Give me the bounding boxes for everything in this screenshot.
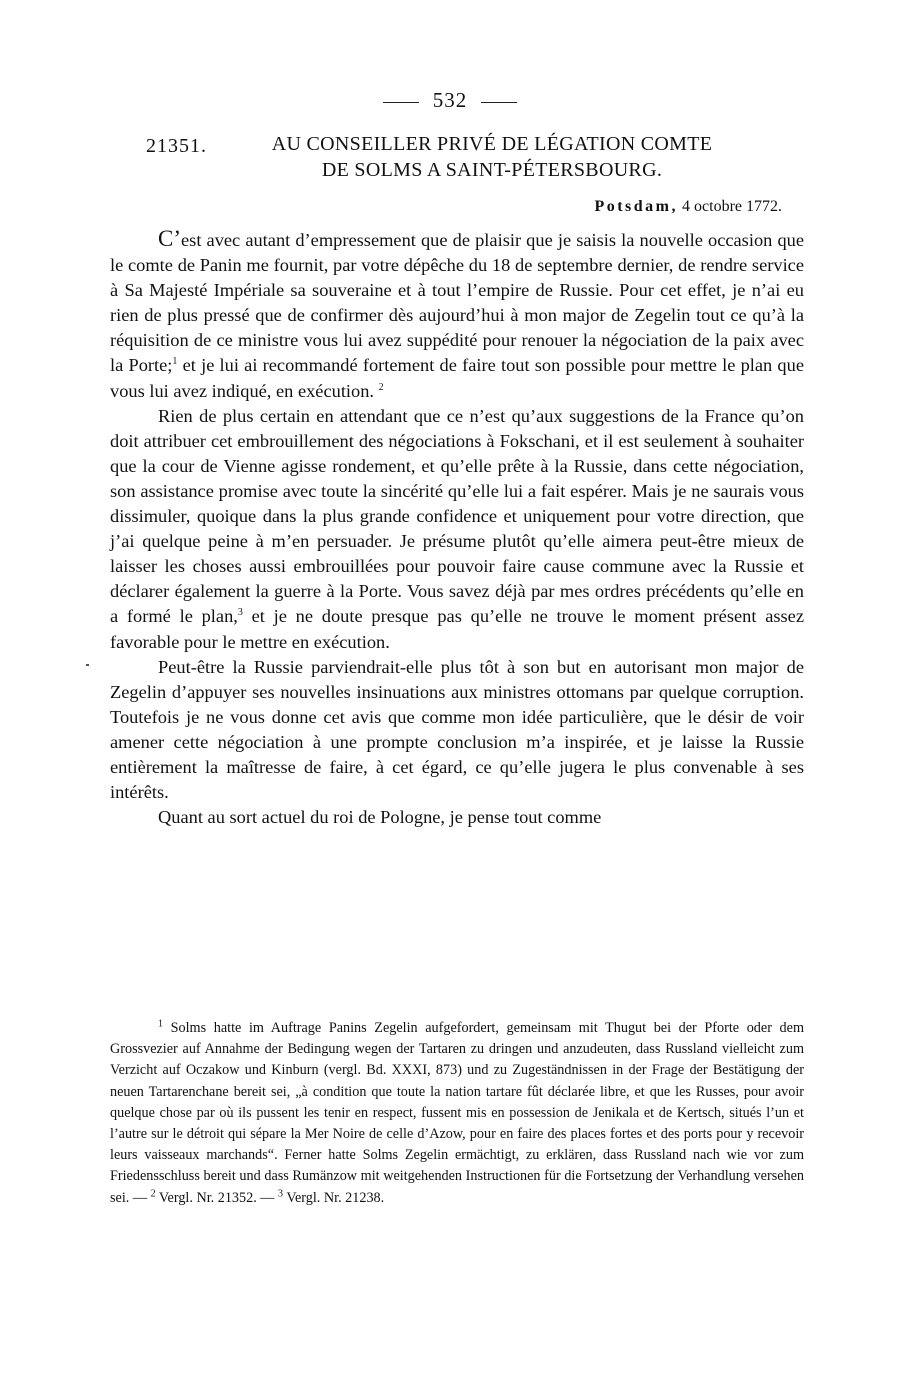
right-rule: [481, 102, 517, 103]
heading-line-1: AU CONSEILLER PRIVÉ DE LÉGATION COMTE: [271, 133, 713, 155]
footnote-ref-2: 2: [378, 381, 384, 393]
paragraph-2: [110, 404, 804, 655]
paragraph-1: [110, 226, 804, 404]
footnote-3-text: Vergl. Nr. 21238.: [283, 1189, 385, 1206]
footnote-mark-2: 2: [150, 1187, 156, 1199]
letter-number: 21351.: [146, 135, 207, 157]
footnote-mark-1: 1: [158, 1018, 163, 1030]
letter-body: [110, 226, 804, 830]
footnotes: [110, 1018, 804, 1209]
letter-heading: [110, 131, 800, 183]
footnote-2-text: Vergl. Nr. 21352. —: [155, 1189, 275, 1206]
paragraph-4: Quant au sort actuel du roi de Pologne, je pense tout comme: [158, 807, 602, 828]
paragraph-2-text-a: Rien de plus certain en attendant que ce n’est qu’aux suggestions de la France qu’on doit attribuer cet embrouillement des négociations à Fokschani, et il est seulement à souhaiter que la cour de Vienne agisse rondement, et qu’elle prête à la Russie, dans cette négociation, son assistance promise avec toute la sincérité qu’elle lui a fait espérer. Mais je ne saurais vous dissimuler, quoique dans la plus grande confidence et uniquement pour votre direction, que j’ai quelque peine à m’en persuader. Je présume plutôt qu’elle aimera peut-être mieux de laisser les choses aussi embrouillées pour pouvoir faire cause commune avec la Russie et déclarer également la guerre à la Porte. Vous savez déjà par mes ordres précédents qu’elle en a formé le plan,: [110, 405, 804, 627]
footnote-mark-3: 3: [278, 1187, 284, 1199]
scan-speck: [86, 664, 89, 666]
page-number-line: [0, 88, 900, 113]
heading-line-2: DE SOLMS A SAINT-PÉTERSBOURG.: [321, 159, 663, 181]
left-rule: [383, 102, 419, 103]
paragraph-1-text-a: C’est avec autant d’empressement que de plaisir que je saisis la nouvelle occasion que le comte de Panin me fournit, par votre dépêche du 18 de septembre dernier, de rendre service à Sa Majesté Impériale sa souveraine et à tout l’empire de Russie. Pour cet effet, je n’ai eu rien de plus pressé que de confirmer dès aujourd’hui à mon major de Zegelin tout ce qu’à la réquisition de ce ministre vous lui avez suppédité pour renouer la négociation de la paix avec la Porte;: [110, 226, 804, 376]
dateline-date: 4 octobre 1772.: [682, 198, 782, 215]
footnote-ref-1: 1: [172, 356, 178, 368]
paragraph-2-text-b: et je ne doute presque pas qu’elle ne trouve le moment présent assez favorable pour le mettre en exécution.: [110, 606, 804, 652]
page-number: 532: [432, 88, 468, 112]
dateline: [594, 198, 782, 216]
dateline-place: Potsdam,: [594, 198, 679, 215]
paragraph-1-text-b: et je lui ai recommandé fortement de faire tout son possible pour mettre le plan que vous lui avez indiqué, en exécution.: [110, 355, 804, 401]
paragraph-3: Peut-être la Russie parviendrait-elle plus tôt à son but en autorisant mon major de Zegelin d’appuyer ses nouvelles insinuations aux ministres ottomans par quelque corruption. Toutefois je ne vous donne cet avis que comme mon idée particulière, que le désir de voir amener cette négociation à une prompte conclusion m’a inspirée, et je laisse la Russie entièrement la maîtresse de faire, à cet égard, ce qu’elle jugera le plus convenable à ses intérêts.: [110, 656, 804, 803]
footnote-1-text: Solms hatte im Auftrage Panins Zegelin aufgefordert, gemeinsam mit Thugut bei der Pforte oder dem Grossvezier auf Annahme der Bedingung wegen der Tartaren zu dringen und anzudeuten, dass Russland vielleicht zum Verzicht auf Oczakow und Kinburn (vergl. Bd. XXXI, 873) und zu Zugeständnissen in der Frage der Bestätigung der neuen Tartarenchane bereit sei, „à condition que toute la nation tartare fût déclarée libre, et que les Russes, pour avoir quelque chose par où ils pussent les tenir en respect, fussent mis en possession de Jenikala et de Kertsch, situés l’un et l’autre sur le détroit qui sépare la Mer Noire de celle d’Azow, pour en faire des places fortes et des ports pour y recevoir leurs vaisseaux marchands“. Ferner hatte Solms Zegelin ermächtigt, zu erklären, dass Russland nach wie vor zum Friedensschluss bereit und dass Rumänzow mit weitgehenden Instructionen für die Fortsetzung der Verhandlung versehen sei. —: [110, 1020, 804, 1206]
footnote-block: [110, 1018, 804, 1209]
footnote-ref-3: 3: [237, 607, 243, 619]
